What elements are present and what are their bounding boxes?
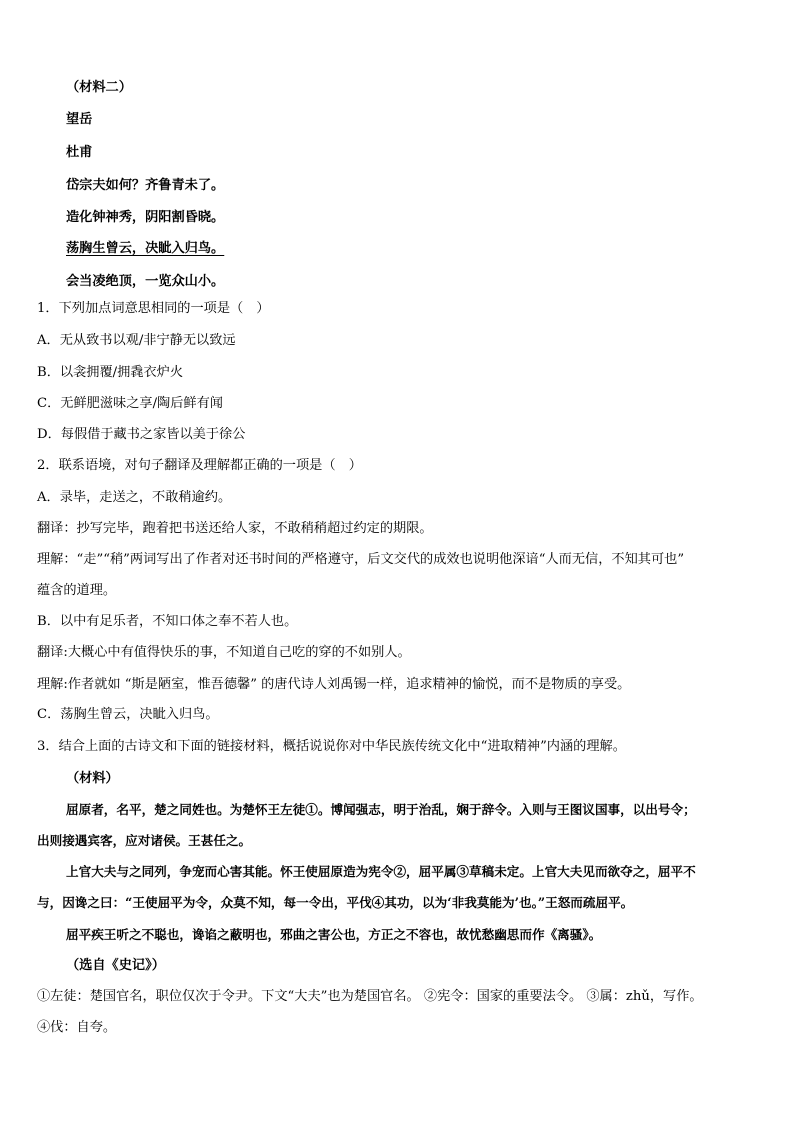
q3-para1-line2: 出则接遇宾客，应对诸侯。王甚任之。 xyxy=(37,833,252,848)
poem-line-2: 造化钟神秀，阴阳割昏晓。 xyxy=(66,210,225,225)
q2-stem: 2．联系语境，对句子翻译及理解都正确的一项是（ ） xyxy=(37,458,362,473)
q3-note-2: ④伐：自夸。 xyxy=(37,1020,117,1035)
poem-line-4: 会当凌绝顶，一览众山小。 xyxy=(66,274,225,289)
q3-material-heading: （材料） xyxy=(66,771,119,786)
q2-b-understanding: 理解:作者就如 “斯是陋室，惟吾德馨” 的唐代诗人刘禹锡一样，追求精神的愉悦，而不是物质的享受。 xyxy=(37,677,631,692)
q1-stem: 1．下列加点词意思相同的一项是（ ） xyxy=(37,301,270,316)
poem-line-3: 荡胸生曾云，决眦入归鸟。 xyxy=(66,241,225,256)
q1-option-b: B．以衾拥覆/拥毳衣炉火 xyxy=(37,365,184,380)
q3-para2-line2: 与，因谗之曰：“王使屈平为令，众莫不知，每一令出，平伐④其功，以为‘非我莫能为’也。”王怒而疏屈平。 xyxy=(37,895,634,910)
q2-a-translation: 翻译：抄写完毕，跑着把书送还给人家，不敢稍稍超过约定的期限。 xyxy=(37,521,433,536)
poem-line-1: 岱宗夫如何？齐鲁青未了。 xyxy=(66,178,225,193)
poem-author: 杜甫 xyxy=(66,145,93,160)
q3-stem: 3．结合上面的古诗文和下面的链接材料，概括说说你对中华民族传统文化中“进取精神”内涵的理解。 xyxy=(37,739,626,754)
q2-a-understanding-cont: 蕴含的道理。 xyxy=(37,583,117,598)
q2-option-c: C．荡胸生曾云，决眦入归鸟。 xyxy=(37,707,219,722)
q3-para2-line1: 上官大夫与之同列，争宠而心害其能。怀王使屈原造为宪令②，屈平属③草稿未定。上官大夫见而欲夺之，屈平不 xyxy=(66,864,696,879)
q3-note-1: ①左徒：楚国官名，职位仅次于令尹。下文“大夫”也为楚国官名。 ②宪令：国家的重要法令。 ③属：zhǔ，写作。 xyxy=(37,989,703,1004)
q3-para1-line1: 屈原者，名平，楚之同姓也。为楚怀王左徒①。博闻强志，明于治乱，娴于辞令。入则与王图议国事，以出号令； xyxy=(66,802,696,817)
q1-option-c: C．无鲜肥滋味之享/陶后鲜有闻 xyxy=(37,396,223,411)
q3-para3: 屈平疾王听之不聪也，谗谄之蔽明也，邪曲之害公也，方正之不容也，故忧愁幽思而作《离骚》。 xyxy=(66,927,602,942)
material2-heading: （材料二） xyxy=(66,80,132,95)
q2-option-a: A．录毕，走送之，不敢稍逾约。 xyxy=(37,490,232,505)
q2-a-understanding: 理解：“走”“稍”两词写出了作者对还书时间的严格遵守，后文交代的成效也说明他深谙“人而无信，不知其可也” xyxy=(37,552,685,567)
q2-b-translation: 翻译:大概心中有值得快乐的事，不知道自己吃的穿的不如别人。 xyxy=(37,645,411,660)
q1-option-d: D．每假借于藏书之家皆以美于徐公 xyxy=(37,427,246,442)
q1-option-a: A．无从致书以观/非宁静无以致远 xyxy=(37,333,236,348)
q2-option-b: B．以中有足乐者，不知口体之奉不若人也。 xyxy=(37,614,298,629)
poem-title: 望岳 xyxy=(66,112,93,127)
q3-source: （选自《史记》） xyxy=(66,958,165,973)
